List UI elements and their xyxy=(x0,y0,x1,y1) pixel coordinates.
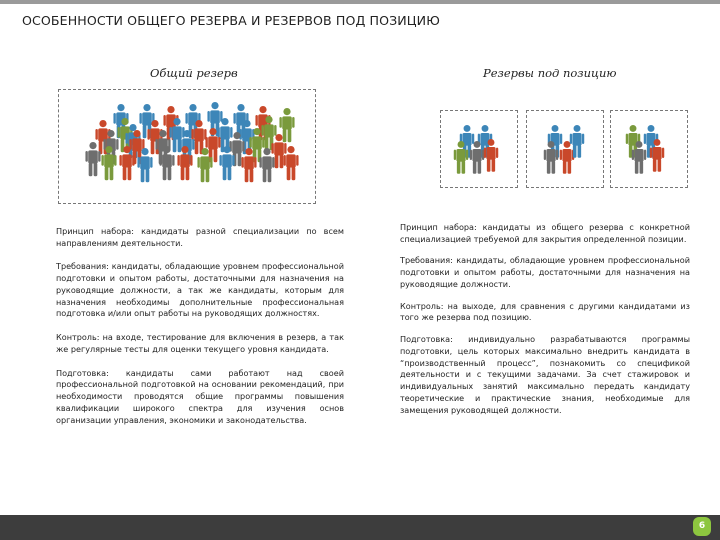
page-number-badge: 6 xyxy=(693,517,711,536)
general-reserve-principle: Принцип набора: кандидаты разной специализации по всем направлениям деятельности. xyxy=(56,226,344,248)
footer-bar xyxy=(0,515,720,540)
general-reserve-control: Контроль: на входе, тестирование для включения в резерв, а так же регулярные тесты для оценки текущего уровня кандидата. xyxy=(56,332,344,354)
position-reserve-heading: Резервы под позицию xyxy=(483,66,617,80)
position-reserve-group-3 xyxy=(610,110,688,188)
position-reserve-group-1-figures xyxy=(441,111,517,187)
general-reserve-heading: Общий резерв xyxy=(150,66,238,80)
person-figure xyxy=(570,125,584,158)
position-reserve-requirements: Требования: кандидаты, обладающие уровнем профессиональной подготовки и опытом работы, достаточными для назначения на руководящие должности. xyxy=(400,255,690,289)
position-reserve-group-2 xyxy=(526,110,604,188)
position-reserve-group-2-figures xyxy=(527,111,603,187)
person-figure xyxy=(85,142,100,176)
position-reserve-group-1 xyxy=(440,110,518,188)
general-reserve-training: Подготовка: кандидаты сами работают над своей профессиональной подготовкой на основании рекомендаций, при необходимости проводятся общие программы повышения квалификации широкого спектра для изучения основ организации управления, экономики и законодательства. xyxy=(56,367,344,425)
person-figure xyxy=(560,141,574,174)
position-reserve-principle: Принцип набора: кандидаты из общего резерва с конкретной специализацией требуемой для закрытия определенной позиции. xyxy=(400,222,690,244)
position-reserve-group-3-figures xyxy=(611,111,687,187)
position-reserve-control: Контроль: на выходе, для сравнения с другими кандидатами из того же резерва под позицию. xyxy=(400,300,690,323)
position-reserve-training: Подготовка: индивидуально разрабатываются программы подготовки, цель которых максимально внедрить кандидата в “производственный процесс”, познакомить со спецификой деятельности и с текущими задачами. За счет стажировок и индивидуальных занятий максимально передать кандидату теоретические и практические знания, необходимые для замещения руководящей должности. xyxy=(400,334,690,415)
general-reserve-illustration xyxy=(58,89,316,204)
general-reserve-description xyxy=(56,226,344,426)
title-rule xyxy=(0,0,720,4)
general-reserve-crowd xyxy=(59,90,315,203)
position-reserve-description xyxy=(400,222,690,416)
page-title: ОСОБЕННОСТИ ОБЩЕГО РЕЗЕРВА И РЕЗЕРВОВ ПОД ПОЗИЦИЮ xyxy=(22,13,440,28)
general-reserve-requirements: Требования: кандидаты, обладающие уровнем профессиональной подготовки и опытом работы, достаточными для назначения на руководящие должности, а так же кандидаты, которым для назначения необходимы дополнительные профессиональная подготовка и/или опыт работы на руководящих должностях. xyxy=(56,261,344,319)
